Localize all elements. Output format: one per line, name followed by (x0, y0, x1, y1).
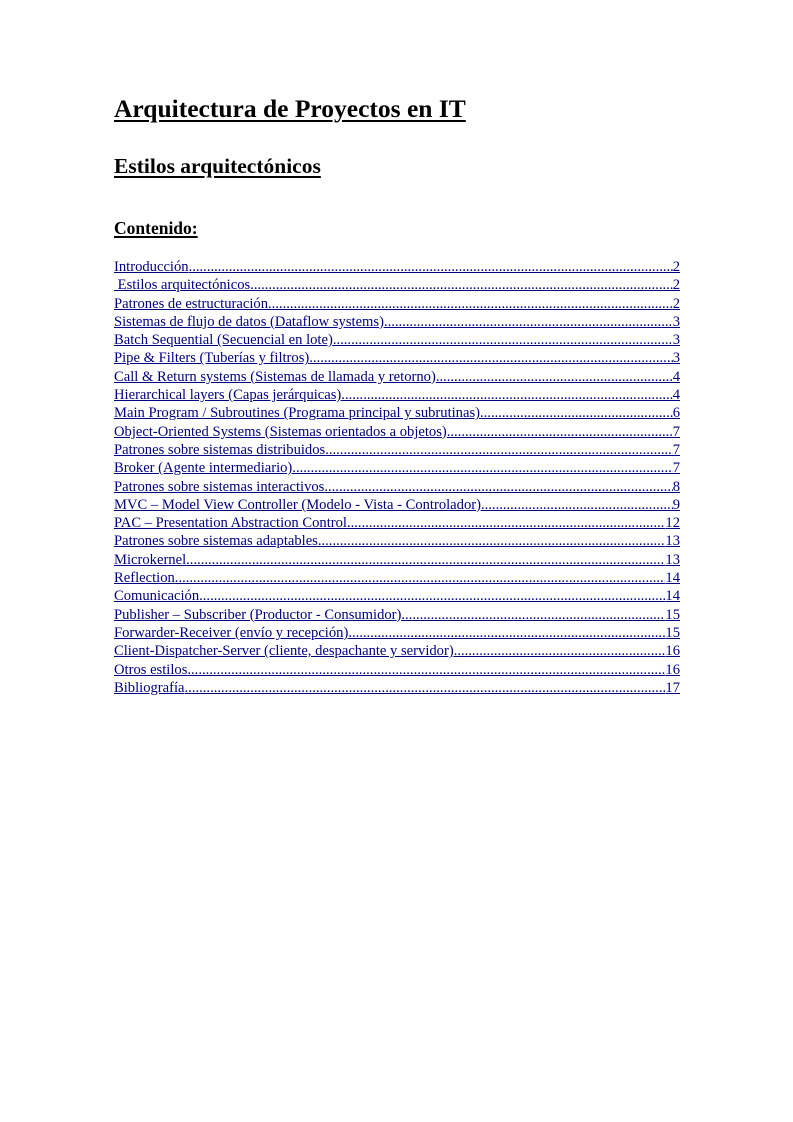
toc-entry-page: 16 (665, 661, 680, 678)
toc-entry-page: 13 (665, 533, 680, 550)
toc-entry-page: 2 (672, 295, 680, 312)
toc-entry-label: Hierarchical layers (Capas jerárquicas) (114, 387, 342, 404)
toc-leader-dots (333, 331, 673, 349)
toc-entry-label: Introducción (114, 259, 189, 275)
toc-entry-label: Patrones sobre sistemas adaptables (114, 533, 318, 550)
toc-entry[interactable] (114, 331, 680, 349)
toc-leader-dots (436, 368, 673, 386)
toc-entry-page: 9 (672, 496, 680, 513)
toc-leader-dots (309, 349, 672, 367)
toc-entry[interactable] (114, 679, 680, 697)
toc-entry-page: 16 (665, 643, 680, 660)
toc-leader-dots (175, 569, 666, 587)
toc-entry-label: Call & Return systems (Sistemas de llamada y retorno) (114, 368, 436, 385)
toc-entry[interactable] (114, 587, 680, 605)
toc-entry-label: Patrones sobre sistemas distribuidos (114, 441, 326, 458)
toc-entry[interactable] (114, 459, 680, 477)
toc-entry[interactable] (114, 532, 680, 550)
toc-entry-label: PAC – Presentation Abstraction Control (114, 515, 347, 532)
toc-entry-label: Otros estilos (114, 661, 188, 678)
toc-entry[interactable] (114, 313, 680, 331)
toc-entry-page: 7 (672, 423, 680, 440)
toc-leader-dots (401, 606, 665, 624)
toc-entry-label: Reflection (114, 570, 175, 587)
toc-leader-dots (480, 404, 673, 422)
toc-entry[interactable] (114, 258, 680, 276)
toc-entry-label: Microkernel (114, 551, 187, 568)
table-of-contents (114, 258, 680, 697)
toc-leader-dots (199, 587, 665, 605)
toc-entry[interactable] (114, 478, 680, 496)
toc-entry[interactable] (114, 441, 680, 459)
toc-entry[interactable] (114, 661, 680, 679)
toc-entry[interactable] (114, 514, 680, 532)
toc-leader-dots (384, 313, 673, 331)
toc-entry-label: Estilos arquitectónicos (114, 277, 251, 294)
toc-leader-dots (292, 459, 672, 477)
toc-entry[interactable] (114, 551, 680, 569)
toc-entry[interactable] (114, 569, 680, 587)
toc-leader-dots (348, 624, 665, 642)
toc-entry-page: 2 (672, 277, 680, 294)
toc-leader-dots (447, 423, 673, 441)
toc-entry-label: Forwarder-Receiver (envío y recepción) (114, 624, 349, 641)
toc-entry[interactable] (114, 606, 680, 624)
toc-entry-page: 7 (672, 460, 680, 477)
toc-entry-page: 6 (672, 405, 680, 422)
toc-entry[interactable] (114, 368, 680, 386)
toc-heading: Contenido: (114, 218, 198, 238)
toc-entry-page: 3 (672, 313, 680, 330)
toc-leader-dots (481, 496, 673, 514)
toc-entry-page: 15 (665, 624, 680, 641)
toc-entry-page: 2 (672, 259, 680, 275)
toc-entry-page: 17 (665, 679, 680, 696)
toc-leader-dots (186, 551, 665, 569)
toc-entry-label: Batch Sequential (Secuencial en lote) (114, 332, 333, 349)
toc-entry-page: 13 (665, 551, 680, 568)
toc-leader-dots (454, 642, 666, 660)
toc-entry[interactable] (114, 642, 680, 660)
toc-entry[interactable] (114, 423, 680, 441)
toc-entry-label: Comunicación (114, 588, 200, 605)
toc-leader-dots (189, 258, 673, 276)
toc-entry-label: Object-Oriented Systems (Sistemas orientados a objetos) (114, 423, 447, 440)
toc-entry-page: 3 (672, 350, 680, 367)
toc-leader-dots (187, 661, 665, 679)
toc-entry[interactable] (114, 496, 680, 514)
toc-leader-dots (325, 441, 673, 459)
toc-entry[interactable] (114, 624, 680, 642)
toc-entry[interactable] (114, 276, 680, 294)
toc-entry[interactable] (114, 386, 680, 404)
toc-entry-page: 7 (672, 441, 680, 458)
toc-entry-label: Pipe & Filters (Tuberías y filtros) (114, 350, 310, 367)
document-subtitle: Estilos arquitectónicos (114, 154, 321, 178)
toc-entry-label: MVC – Model View Controller (Modelo - Vista - Controlador) (114, 496, 481, 513)
toc-entry[interactable] (114, 295, 680, 313)
toc-entry-label: Broker (Agente intermediario) (114, 460, 293, 477)
toc-entry-label: Patrones sobre sistemas interactivos (114, 478, 325, 495)
toc-leader-dots (347, 514, 665, 532)
document-title: Arquitectura de Proyectos en IT (114, 94, 466, 123)
toc-entry-label: Patrones de estructuración (114, 295, 268, 312)
toc-entry-page: 8 (672, 478, 680, 495)
toc-leader-dots (185, 679, 666, 697)
toc-entry-page: 12 (665, 515, 680, 532)
toc-entry-page: 3 (672, 332, 680, 349)
toc-leader-dots (250, 276, 673, 294)
toc-entry[interactable] (114, 404, 680, 422)
toc-entry-label: Publisher – Subscriber (Productor - Consumidor) (114, 606, 402, 623)
toc-entry-label: Main Program / Subroutines (Programa principal y subrutinas) (114, 405, 480, 422)
toc-leader-dots (268, 295, 673, 313)
toc-entry-page: 15 (665, 606, 680, 623)
toc-entry-page: 14 (665, 570, 680, 587)
toc-leader-dots (341, 386, 672, 404)
toc-entry-label: Sistemas de flujo de datos (Dataflow systems) (114, 313, 384, 330)
toc-entry-page: 4 (672, 387, 680, 404)
toc-entry-label: Client-Dispatcher-Server (cliente, despachante y servidor) (114, 643, 454, 660)
toc-entry-page: 14 (665, 588, 680, 605)
toc-entry[interactable] (114, 349, 680, 367)
toc-entry-page: 4 (672, 368, 680, 385)
toc-leader-dots (318, 532, 666, 550)
toc-leader-dots (324, 478, 672, 496)
toc-entry-label: Bibliografía (114, 679, 185, 696)
